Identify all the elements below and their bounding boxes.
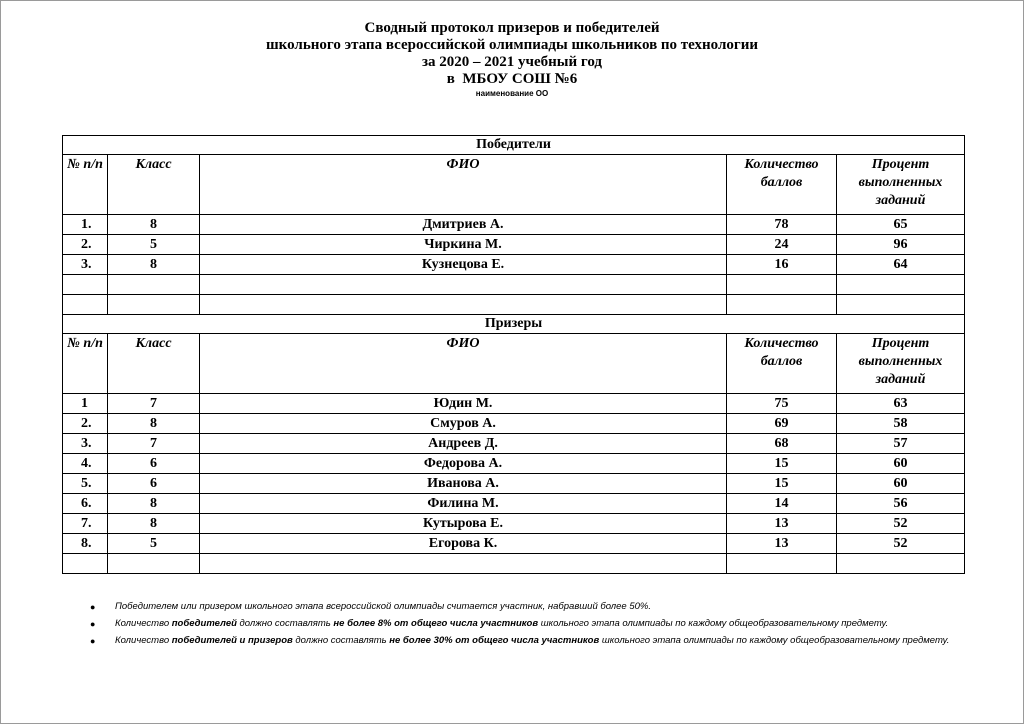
footnote-text: школьного этапа олимпиады по каждому общеобразовательному предмету. [599,635,950,646]
row-fio: Федорова А. [200,454,727,474]
footnote-text: Победителем или призером школьного этапа всероссийской олимпиады считается участник, набравший более 50%. [115,601,652,612]
winners-header-row [63,155,965,215]
row-fio: Кутырова Е. [200,514,727,534]
row-percent: 65 [837,215,965,235]
row-score: 15 [727,474,837,494]
row-class: 6 [108,454,200,474]
col-score-header: Количество баллов [727,334,837,394]
row-num: 8. [63,534,108,554]
row-percent: 64 [837,255,965,275]
row-score: 13 [727,534,837,554]
footnote-1 [88,600,968,614]
prizewinners-header-row [63,334,965,394]
row-score: 16 [727,255,837,275]
col-percent-header: Процент выполненных заданий [837,334,965,394]
row-fio: Чиркина М. [200,235,727,255]
table-row [63,494,965,514]
row-fio: Иванова А. [200,474,727,494]
row-fio: Смуров А. [200,414,727,434]
row-percent: 96 [837,235,965,255]
table-row [63,394,965,414]
row-percent: 56 [837,494,965,514]
footnote-3 [88,634,968,648]
footnote-text: школьного этапа олимпиады по каждому общеобразовательному предмету. [538,618,889,629]
row-num: 1 [63,394,108,414]
row-class: 7 [108,394,200,414]
row-class: 8 [108,514,200,534]
footnotes-list [88,600,968,651]
footnote-text: должно составлять [236,618,334,629]
row-fio: Андреев Д. [200,434,727,454]
row-class: 8 [108,494,200,514]
table-row [63,215,965,235]
row-score: 78 [727,215,837,235]
footnote-emphasis: не более 8% от общего числа участников [333,618,539,629]
row-class: 5 [108,534,200,554]
col-score-header: Количество баллов [727,155,837,215]
bullet-icon: ● [90,636,96,646]
row-num: 4. [63,454,108,474]
bullet-icon: ● [90,619,96,629]
row-score: 69 [727,414,837,434]
footnote-emphasis: не более 30% от общего числа участников [389,635,600,646]
empty-row [63,275,965,295]
row-score: 13 [727,514,837,534]
row-percent: 52 [837,514,965,534]
table-row [63,514,965,534]
row-score: 75 [727,394,837,414]
document-header [0,20,1024,99]
table-row [63,255,965,275]
footnote-text: должно составлять [292,635,390,646]
row-percent: 60 [837,474,965,494]
prizewinners-section-title: Призеры [63,315,965,334]
row-num: 2. [63,235,108,255]
row-num: 1. [63,215,108,235]
title-line-4: в МБОУ СОШ №6 [446,71,578,87]
table-row [63,474,965,494]
footnote-text: Количество [115,635,172,646]
footnote-text: Количество [115,618,172,629]
table-row [63,434,965,454]
row-fio: Филина М. [200,494,727,514]
row-score: 14 [727,494,837,514]
col-num-header: № п/п [63,155,108,215]
col-percent-header: Процент выполненных заданий [837,155,965,215]
row-fio: Егорова К. [200,534,727,554]
title-line-2: школьного этапа всероссийской олимпиады школьников по технологии [266,37,758,53]
row-num: 3. [63,255,108,275]
bullet-icon: ● [90,602,96,612]
row-percent: 58 [837,414,965,434]
col-class-header: Класс [108,155,200,215]
row-class: 7 [108,434,200,454]
row-percent: 60 [837,454,965,474]
table-row [63,235,965,255]
row-class: 8 [108,414,200,434]
row-fio: Юдин М. [200,394,727,414]
title-line-1: Сводный протокол призеров и победителей [364,20,660,36]
row-num: 2. [63,414,108,434]
row-score: 15 [727,454,837,474]
empty-row [63,295,965,315]
table-row [63,414,965,434]
footnote-2 [88,617,968,631]
row-num: 5. [63,474,108,494]
row-fio: Кузнецова Е. [200,255,727,275]
organization-caption: наименование ОО [475,89,549,98]
col-fio-header: ФИО [200,334,727,394]
winners-section-title: Победители [63,136,965,155]
col-class-header: Класс [108,334,200,394]
row-percent: 52 [837,534,965,554]
row-class: 5 [108,235,200,255]
row-num: 7. [63,514,108,534]
table-row [63,534,965,554]
col-num-header: № п/п [63,334,108,394]
empty-row [63,554,965,574]
row-class: 6 [108,474,200,494]
table-row [63,454,965,474]
row-num: 3. [63,434,108,454]
footnote-emphasis: победителей [171,618,237,629]
footnote-emphasis: победителей и призеров [171,635,293,646]
results-table [62,135,965,574]
title-line-3: за 2020 – 2021 учебный год [422,54,602,70]
row-class: 8 [108,215,200,235]
row-score: 24 [727,235,837,255]
row-percent: 57 [837,434,965,454]
col-fio-header: ФИО [200,155,727,215]
row-percent: 63 [837,394,965,414]
row-class: 8 [108,255,200,275]
row-fio: Дмитриев А. [200,215,727,235]
row-num: 6. [63,494,108,514]
row-score: 68 [727,434,837,454]
